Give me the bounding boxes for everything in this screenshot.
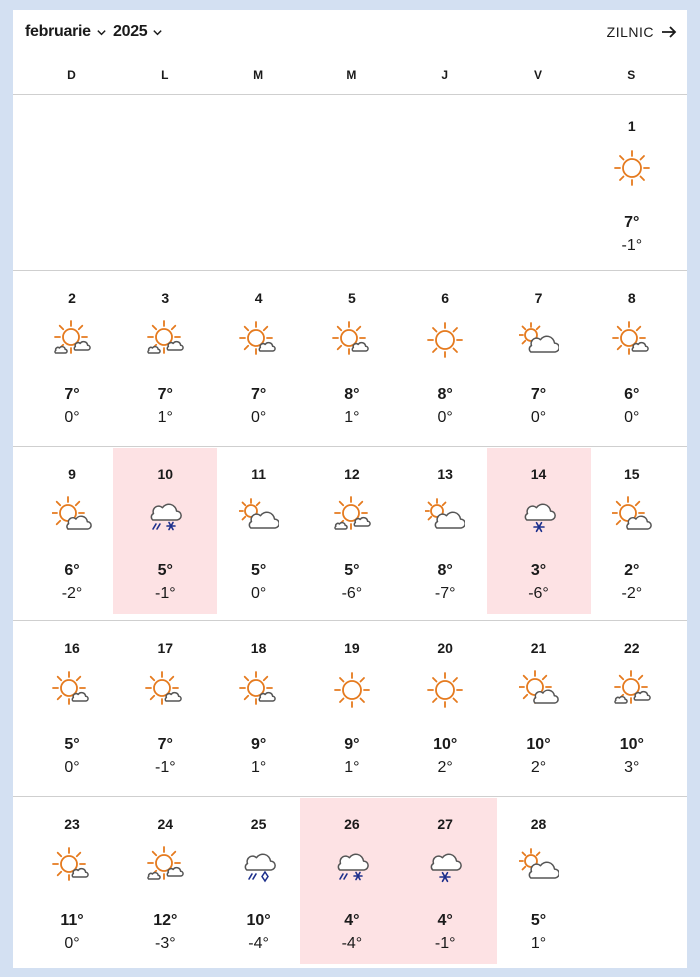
arrow-right-icon	[661, 25, 677, 39]
row-divider	[13, 94, 687, 95]
mostly-cloudy-icon	[239, 496, 279, 536]
sleet-icon	[145, 496, 185, 536]
partly-cloudy-icon	[52, 496, 92, 536]
day-cell-17[interactable]	[113, 622, 217, 788]
temp-max: 9°	[250, 736, 267, 753]
temp-min: -7°	[434, 585, 456, 602]
day-number: 18	[250, 640, 267, 656]
year-label: 2025	[113, 23, 148, 40]
day-number: 16	[64, 640, 80, 656]
temp-min: -2°	[61, 585, 83, 602]
temp-max: 7°	[624, 214, 640, 231]
temp-min: 0°	[64, 935, 80, 952]
temp-min: 0°	[250, 409, 267, 426]
sun-clouds-icon	[145, 846, 185, 886]
sun-clouds-icon	[612, 670, 652, 710]
temp-min: 1°	[530, 935, 547, 952]
temp-max: 10°	[433, 736, 458, 753]
temp-max: 10°	[526, 736, 551, 753]
day-number: 15	[624, 466, 640, 482]
sun-cloud-icon	[332, 320, 372, 360]
day-cell-20[interactable]	[393, 622, 497, 788]
temp-min: 2°	[530, 759, 547, 776]
partly-cloudy-icon	[519, 670, 559, 710]
temp-max: 8°	[437, 386, 453, 403]
temp-max: 7°	[530, 386, 547, 403]
day-cell-8[interactable]	[580, 272, 684, 438]
day-number: 11	[251, 466, 266, 482]
sun-cloud-icon	[239, 670, 279, 710]
day-cell-10[interactable]	[113, 448, 217, 614]
day-number: 24	[157, 816, 174, 832]
temp-min: -1°	[621, 237, 643, 254]
temp-min: 0°	[530, 409, 547, 426]
mostly-cloudy-icon	[425, 496, 465, 536]
row-divider	[13, 796, 687, 797]
day-number: 8	[627, 290, 636, 306]
day-cell-3[interactable]	[113, 272, 217, 438]
weekday-label: M	[346, 68, 357, 82]
temp-min: -2°	[621, 585, 643, 602]
row-divider	[13, 446, 687, 447]
day-number: 5	[347, 290, 356, 306]
day-cell-15[interactable]	[580, 448, 684, 614]
temp-min: 0°	[64, 409, 80, 426]
temp-max: 11°	[60, 912, 84, 929]
day-number: 3	[161, 290, 170, 306]
temp-min: -6°	[341, 585, 363, 602]
temp-min: -1°	[434, 935, 456, 952]
partly-cloudy-icon	[612, 496, 652, 536]
temp-max: 9°	[344, 736, 360, 753]
daily-view-label: ZILNIC	[606, 24, 654, 40]
temp-max: 5°	[64, 736, 80, 753]
month-label: februarie	[25, 23, 91, 40]
sun-clouds-icon	[332, 496, 372, 536]
weekday-label: L	[161, 68, 169, 82]
day-number: 20	[437, 640, 453, 656]
temp-max: 5°	[250, 562, 267, 579]
weekday-label: S	[627, 68, 636, 82]
day-number: 6	[441, 290, 450, 306]
temp-max: 5°	[157, 562, 173, 579]
year-dropdown[interactable]	[113, 23, 163, 41]
day-number: 4	[254, 290, 263, 306]
day-cell-14[interactable]	[487, 448, 591, 614]
day-cell-24[interactable]	[113, 798, 217, 964]
day-number: 14	[530, 466, 547, 482]
row-divider	[13, 270, 687, 271]
temp-min: 1°	[344, 409, 360, 426]
day-cell-4[interactable]	[207, 272, 311, 438]
day-number: 26	[344, 816, 360, 832]
temp-max: 6°	[624, 386, 640, 403]
day-cell-26[interactable]	[300, 798, 404, 964]
day-cell-28[interactable]	[487, 798, 591, 964]
day-number: 19	[344, 640, 360, 656]
day-number: 21	[530, 640, 547, 656]
day-cell-1[interactable]	[580, 100, 684, 266]
day-cell-19[interactable]	[300, 622, 404, 788]
snow-icon	[425, 846, 465, 886]
day-cell-6[interactable]	[393, 272, 497, 438]
temp-max: 7°	[64, 386, 80, 403]
day-number: 1	[627, 118, 636, 134]
temp-max: 12°	[153, 912, 178, 929]
sun-icon	[425, 670, 465, 710]
day-cell-22[interactable]	[580, 622, 684, 788]
temp-min: 1°	[250, 759, 267, 776]
weekday-label: M	[253, 68, 264, 82]
day-cell-18[interactable]	[207, 622, 311, 788]
sun-cloud-icon	[52, 846, 92, 886]
day-cell-2[interactable]	[20, 272, 124, 438]
weekday-label: J	[441, 68, 449, 82]
temp-min: -4°	[248, 935, 269, 952]
temp-max: 10°	[246, 912, 271, 929]
temp-max: 8°	[437, 562, 453, 579]
temp-max: 7°	[157, 386, 173, 403]
day-cell-27[interactable]	[393, 798, 497, 964]
mostly-cloudy-icon	[519, 846, 559, 886]
temp-min: 0°	[64, 759, 80, 776]
temp-min: 1°	[344, 759, 360, 776]
weekday-header-row	[13, 66, 687, 90]
day-cell-12[interactable]	[300, 448, 404, 614]
day-number: 10	[157, 466, 174, 482]
day-number: 7	[534, 290, 543, 306]
day-number: 27	[437, 816, 453, 832]
sun-cloud-icon	[145, 670, 185, 710]
temp-min: -6°	[528, 585, 549, 602]
daily-view-link[interactable]	[607, 24, 677, 40]
day-number: 23	[64, 816, 80, 832]
month-dropdown[interactable]	[25, 23, 107, 41]
temp-min: 2°	[437, 759, 453, 776]
day-cell-23[interactable]	[20, 798, 124, 964]
day-cell-16[interactable]	[20, 622, 124, 788]
day-number: 17	[157, 640, 174, 656]
calendar-panel	[13, 10, 687, 968]
temp-max: 10°	[619, 736, 644, 753]
temp-max: 8°	[344, 386, 360, 403]
day-cell-13[interactable]	[393, 448, 497, 614]
day-number: 12	[344, 466, 360, 482]
day-cell-9[interactable]	[20, 448, 124, 614]
temp-min: 3°	[624, 759, 640, 776]
sun-clouds-icon	[52, 320, 92, 360]
temp-min: -1°	[154, 585, 176, 602]
sun-cloud-icon	[239, 320, 279, 360]
day-number: 13	[437, 466, 453, 482]
temp-min: 0°	[624, 409, 640, 426]
sun-cloud-icon	[612, 320, 652, 360]
temp-max: 3°	[530, 562, 547, 579]
day-cell-5[interactable]	[300, 272, 404, 438]
temp-max: 7°	[157, 736, 173, 753]
temp-max: 4°	[344, 912, 360, 929]
day-number: 28	[530, 816, 547, 832]
temp-max: 4°	[437, 912, 453, 929]
day-cell-7[interactable]	[487, 272, 591, 438]
snow-icon	[519, 496, 559, 536]
day-number: 2	[68, 290, 76, 306]
temp-min: 0°	[437, 409, 453, 426]
temp-max: 7°	[250, 386, 267, 403]
day-number: 25	[250, 816, 267, 832]
row-divider	[13, 620, 687, 621]
temp-max: 6°	[64, 562, 80, 579]
sun-icon	[612, 148, 652, 188]
day-number: 9	[68, 466, 76, 482]
rain-snow-icon	[239, 846, 279, 886]
temp-min: -4°	[341, 935, 363, 952]
weekday-label: D	[67, 68, 76, 82]
sun-icon	[332, 670, 372, 710]
temp-min: 1°	[157, 409, 173, 426]
day-cell-21[interactable]	[487, 622, 591, 788]
weekday-label: V	[533, 68, 542, 82]
temp-max: 5°	[344, 562, 360, 579]
chevron-down-icon	[96, 27, 107, 38]
sun-cloud-icon	[52, 670, 92, 710]
chevron-down-icon	[152, 27, 163, 38]
day-cell-25[interactable]	[207, 798, 311, 964]
sleet-icon	[332, 846, 372, 886]
day-cell-11[interactable]	[207, 448, 311, 614]
mostly-cloudy-icon	[519, 320, 559, 360]
temp-max: 5°	[530, 912, 547, 929]
temp-min: -1°	[154, 759, 176, 776]
temp-max: 2°	[624, 562, 640, 579]
temp-min: 0°	[250, 585, 267, 602]
calendar-header	[13, 10, 687, 56]
sun-clouds-icon	[145, 320, 185, 360]
temp-min: -3°	[154, 935, 176, 952]
sun-icon	[425, 320, 465, 360]
day-number: 22	[624, 640, 640, 656]
